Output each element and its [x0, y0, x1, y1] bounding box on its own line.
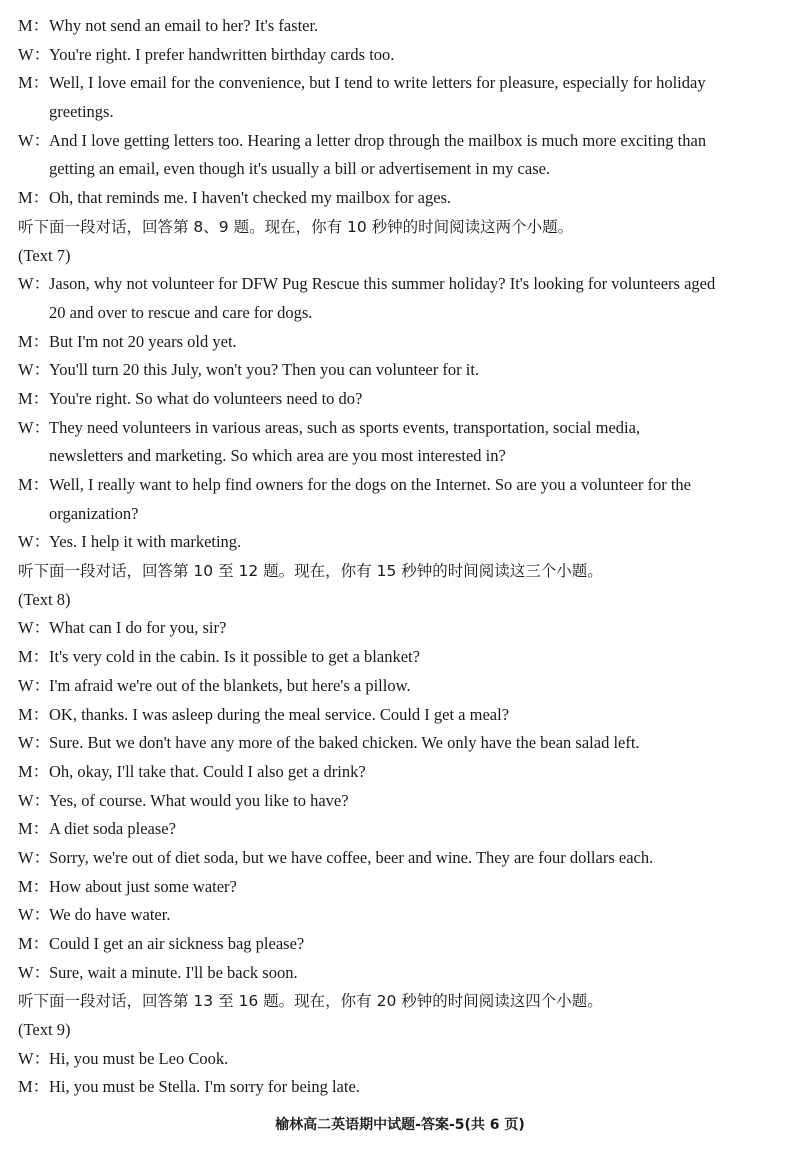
- dialogue-text: Why not send an email to her? It's faster.: [49, 16, 319, 35]
- dialogue-line: [18, 270, 784, 299]
- dialogue-text: I'm afraid we're out of the blankets, but here's a pillow.: [49, 675, 411, 695]
- heading-text: (Text 8): [18, 589, 71, 609]
- dialogue-text: It's very cold in the cabin. Is it possible to get a blanket?: [49, 647, 420, 667]
- dialogue-text: Hi, you must be Stella. I'm sorry for being late.: [49, 1077, 360, 1097]
- transcript-body: [18, 12, 784, 1102]
- speaker-label: W：: [18, 675, 51, 695]
- speaker-label: M：: [18, 388, 50, 408]
- speaker-label: M：: [18, 475, 50, 494]
- dialogue-continuation: [18, 500, 784, 529]
- speaker-label: M：: [18, 876, 50, 896]
- dialogue-text: But I'm not 20 years old yet.: [49, 331, 237, 351]
- dialogue-text: You're right. So what do volunteers need to do?: [49, 388, 363, 408]
- dialogue-line: [18, 69, 784, 98]
- dialogue-line: [18, 901, 784, 930]
- instruction-text: 听下面一段对话，回答第 8、9 题。现在，你有 10 秒钟的时间阅读这两个小题。: [18, 217, 574, 236]
- dialogue-text: Could I get an air sickness bag please?: [49, 934, 305, 953]
- section-instruction: [18, 557, 784, 586]
- text-heading: [18, 1016, 784, 1045]
- dialogue-continuation: [18, 98, 784, 127]
- dialogue-line: [18, 528, 784, 557]
- dialogue-line: [18, 385, 784, 414]
- dialogue-text: Yes, of course. What would you like to have?: [49, 790, 349, 810]
- dialogue-line: [18, 873, 784, 902]
- speaker-label: M：: [18, 331, 50, 351]
- dialogue-continuation: [18, 442, 784, 471]
- dialogue-line: [18, 758, 784, 787]
- dialogue-text: You're right. I prefer handwritten birthday cards too.: [49, 44, 395, 64]
- speaker-label: W：: [18, 733, 51, 753]
- dialogue-text: What can I do for you, sir?: [49, 618, 227, 638]
- dialogue-text: getting an email, even though it's usually a bill or advertisement in my case.: [49, 159, 551, 179]
- dialogue-continuation: [18, 299, 784, 328]
- dialogue-line: [18, 614, 784, 643]
- dialogue-text: They need volunteers in various areas, such as sports events, transportation, social media,: [49, 417, 641, 437]
- dialogue-line: [18, 12, 784, 41]
- dialogue-text: How about just some water?: [49, 876, 237, 896]
- dialogue-line: [18, 701, 784, 730]
- dialogue-text: Hi, you must be Leo Cook.: [49, 1048, 229, 1068]
- speaker-label: M：: [18, 16, 50, 35]
- speaker-label: M：: [18, 761, 50, 781]
- speaker-label: W：: [18, 532, 51, 552]
- dialogue-text: Sure. But we don't have any more of the baked chicken. We only have the bean salad left.: [49, 733, 640, 753]
- dialogue-text: newsletters and marketing. So which area are you most interested in?: [49, 446, 506, 466]
- speaker-label: W：: [18, 905, 51, 925]
- dialogue-line: [18, 787, 784, 816]
- dialogue-line: [18, 127, 784, 156]
- dialogue-text: And I love getting letters too. Hearing a letter drop through the mailbox is much more exciting than: [49, 130, 707, 150]
- text-heading: [18, 586, 784, 615]
- dialogue-text: Oh, okay, I'll take that. Could I also get a drink?: [49, 761, 366, 781]
- dialogue-line: [18, 1045, 784, 1074]
- speaker-label: M：: [18, 188, 50, 208]
- dialogue-text: Well, I really want to help find owners for the dogs on the Internet. So are you a volunteer for the: [49, 475, 691, 494]
- section-instruction: [18, 987, 784, 1016]
- dialogue-continuation: [18, 155, 784, 184]
- speaker-label: W：: [18, 274, 51, 294]
- dialogue-line: [18, 672, 784, 701]
- speaker-label: W：: [18, 618, 51, 638]
- speaker-label: M：: [18, 934, 50, 953]
- dialogue-line: [18, 643, 784, 672]
- speaker-label: M：: [18, 1077, 50, 1097]
- dialogue-text: OK, thanks. I was asleep during the meal service. Could I get a meal?: [49, 704, 510, 724]
- speaker-label: W：: [18, 847, 51, 867]
- dialogue-text: Sure, wait a minute. I'll be back soon.: [49, 962, 298, 982]
- dialogue-line: [18, 1073, 784, 1102]
- dialogue-text: Well, I love email for the convenience, but I tend to write letters for pleasure, especially for holiday: [49, 73, 706, 93]
- dialogue-text: Sorry, we're out of diet soda, but we have coffee, beer and wine. They are four dollars each.: [49, 847, 654, 867]
- dialogue-line: [18, 930, 784, 959]
- heading-text: (Text 9): [18, 1020, 71, 1040]
- dialogue-text: organization?: [49, 503, 139, 523]
- speaker-label: M：: [18, 704, 50, 724]
- speaker-label: M：: [18, 73, 50, 93]
- dialogue-text: Jason, why not volunteer for DFW Pug Rescue this summer holiday? It's looking for volunteers aged: [49, 274, 716, 294]
- dialogue-text: 20 and over to rescue and care for dogs.: [49, 302, 313, 322]
- dialogue-text: Oh, that reminds me. I haven't checked my mailbox for ages.: [49, 188, 452, 208]
- dialogue-line: [18, 328, 784, 357]
- speaker-label: W：: [18, 360, 51, 380]
- speaker-label: W：: [18, 1048, 51, 1068]
- dialogue-text: We do have water.: [49, 905, 171, 925]
- dialogue-text: Yes. I help it with marketing.: [49, 532, 242, 552]
- text-heading: [18, 242, 784, 271]
- dialogue-line: [18, 471, 784, 500]
- instruction-text: 听下面一段对话，回答第 10 至 12 题。现在，你有 15 秒钟的时间阅读这三个小题。: [18, 562, 603, 581]
- speaker-label: W：: [18, 44, 51, 64]
- dialogue-line: [18, 356, 784, 385]
- dialogue-line: [18, 184, 784, 213]
- dialogue-text: greetings.: [49, 102, 114, 122]
- heading-text: (Text 7): [18, 245, 71, 265]
- dialogue-line: [18, 414, 784, 443]
- speaker-label: M：: [18, 819, 50, 839]
- dialogue-line: [18, 959, 784, 988]
- section-instruction: [18, 213, 784, 242]
- dialogue-line: [18, 844, 784, 873]
- dialogue-text: You'll turn 20 this July, won't you? Then you can volunteer for it.: [49, 360, 480, 380]
- speaker-label: W：: [18, 417, 51, 437]
- dialogue-line: [18, 729, 784, 758]
- speaker-label: M：: [18, 647, 50, 667]
- dialogue-line: [18, 815, 784, 844]
- dialogue-text: A diet soda please?: [49, 819, 176, 839]
- speaker-label: W：: [18, 962, 51, 982]
- speaker-label: W：: [18, 790, 51, 810]
- page-footer: 榆林高二英语期中试题-答案-5(共 6 页): [275, 1117, 525, 1133]
- dialogue-line: [18, 41, 784, 70]
- speaker-label: W：: [18, 130, 51, 150]
- instruction-text: 听下面一段对话，回答第 13 至 16 题。现在，你有 20 秒钟的时间阅读这四个小题。: [18, 992, 603, 1011]
